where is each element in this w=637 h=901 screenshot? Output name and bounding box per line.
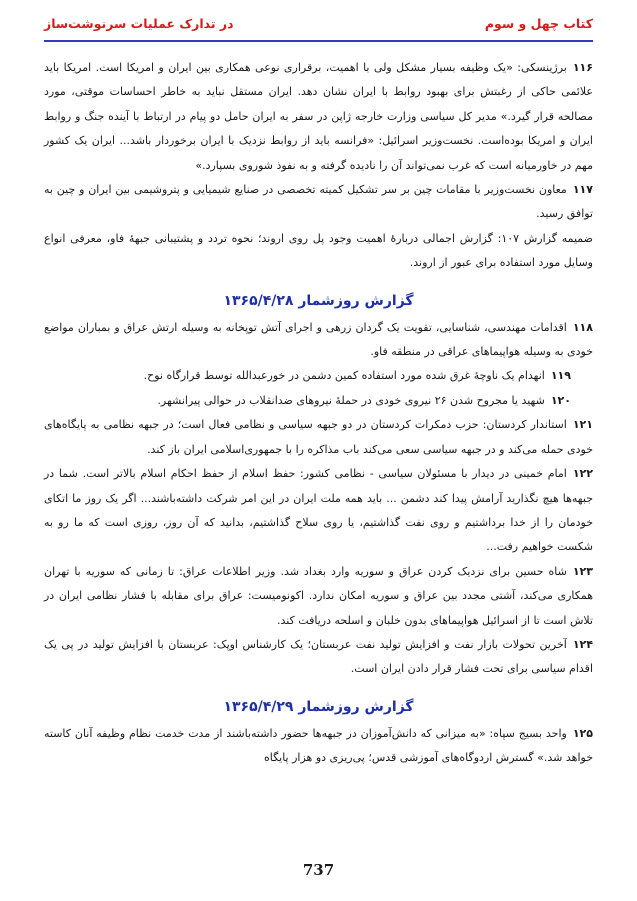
appendix-text: ضمیمه گزارش ۱۰۷: گزارش اجمالی دربارهٔ اهمیت وجود پل روی اروند؛ نحوه تردد و پشتیبانی جبههٔ فاو، معرفی انواع وسایل مورد استفاده برای عبور از اروند. [44, 231, 593, 270]
entry-text: برژینسکی: «یک وظیفه بسیار مشکل ولی با اهمیت، برقراری نوعی همکاری بین ایران و امریکا است. امریکا باید علائمی حاکی از رغبتش برای بهبود روابط با ایران نشان دهد. ایران مستقل نباید به خاطر احساسات موقتی، مورد مصالحه قرار گیرد.» مدیر کل سیاسی وزارت خارجه ژاپن در سفر به ایران حامل دو پیام در ارتباط با آینده جنگ و روابط ایران و امریکا بوده‌است. نخست‌وزیر اسرائیل: «فرانسه باید از روابط نزدیک با ایران برخوردار باشد... ایران یک کشور مهم در خاورمیانه است که غرب نمی‌تواند آن را نادیده گرفته و به نفوذ شوروی بسپارد.» [44, 61, 593, 172]
entry-text: انهدام یک ناوچهٔ غرق شده مورد استفاده کمین دشمن در خورعبدالله توسط قرارگاه نوح. [143, 369, 545, 383]
entry-text: امام خمینی در دیدار با مسئولان سیاسی - نظامی کشور: حفظ اسلام از حفظ احکام اسلام بالاتر است. شما در جبهه‌ها هیچ نگذارید آرامش پیدا کند دشمن ... باید همه ملت ایران در این امر شرکت داشته‌باشند... اگر یک روز ما اتکای خودمان را از خدا برداشتیم و روی نفت گذاشتیم، یا روی سلاح گذاشتیم، بدانید که آن روز، روزی است که ما رو به شکست خواهیم رفت... [44, 467, 593, 554]
entry-number: ۱۲۳ [572, 564, 593, 578]
chapter-title: در تدارک عملیات سرنوشت‌ساز [44, 16, 234, 31]
entry-125 [44, 722, 593, 771]
header-divider [44, 40, 593, 42]
page-content [44, 56, 593, 771]
entry-text: استاندار کردستان: حزب دمکرات کردستان در دو جبهه سیاسی و نظامی فعال است؛ در جبهه نظامی به پایگاه‌های خودی حمله می‌کند و در جبهه سیاسی سعی می‌کند باب مذاکره را با جمهوری‌اسلامی ایران باز کند. [44, 418, 593, 456]
entry-number: ۱۱۹ [550, 369, 571, 383]
entry-text: شاه حسین برای نزدیک کردن عراق و سوریه وارد بغداد شد. وزیر اطلاعات عراق: تا زمانی که سوریه با تهران همکاری می‌کند، آشتی مجدد بین عراق و سوریه امکان ندارد. اکونومیست: عراق برای مقابله با فشار نظامی ایران در تلاش است تا از اسرائیل هواپیماهای بدون خلبان و اسلحه دریافت کند. [44, 564, 593, 627]
entry-117 [44, 178, 593, 227]
entry-number: ۱۲۲ [572, 467, 593, 481]
section-heading-1365-4-29: گزارش روزشمار ۱۳۶۵/۴/۲۹ [223, 698, 414, 715]
entry-number: ۱۲۰ [550, 393, 571, 407]
entry-text: آخرین تحولات بازار نفت و افزایش تولید نفت عربستان؛ یک کارشناس اوپک: عربستان با افزایش تولید در پی یک اقدام سیاسی برای تحت فشار قرار دادن ایران است. [44, 637, 593, 676]
entry-121 [44, 413, 593, 462]
entry-116 [44, 56, 593, 178]
entry-text: معاون نخست‌وزیر با مقامات چین بر سر تشکیل کمیته تخصصی در صنایع شیمیایی و پتروشیمی بین ایران و چین به توافق رسید. [44, 183, 593, 221]
entry-119 [44, 364, 593, 388]
book-title: کتاب چهل و سوم [484, 16, 593, 31]
entry-number: ۱۱۶ [572, 61, 593, 74]
entry-number: ۱۲۵ [572, 726, 593, 740]
entry-123 [44, 560, 593, 633]
entry-number: ۱۲۴ [572, 637, 593, 651]
entry-122 [44, 462, 593, 560]
entry-text: اقدامات مهندسی، شناسایی، تقویت یک گردان زرهی و اجرای آتش توپخانه به وسیله ارتش عراق و بمباران مواضع خودی به وسیله هواپیماهای عراقی در منطقه فاو. [44, 320, 593, 359]
entry-number: ۱۲۱ [572, 418, 593, 432]
page-number: 737 [302, 861, 335, 879]
section-heading-1365-4-28: گزارش روزشمار ۱۳۶۵/۴/۲۸ [223, 292, 414, 309]
page-header [44, 16, 593, 38]
entry-124 [44, 633, 593, 682]
entry-number: ۱۱۸ [572, 320, 593, 334]
entry-number: ۱۱۷ [572, 183, 593, 197]
entry-text: شهید یا مجروح شدن ۲۶ نیروی خودی در حملهٔ نیروهای ضدانقلاب در حوالی پیرانشهر. [157, 393, 545, 407]
appendix-note [44, 227, 593, 276]
entry-text: واحد بسیج سپاه: «به میزانی که دانش‌آموزان در جبهه‌ها حضور داشته‌باشند از مدت خدمت نظام وظیفه آنان کاسته خواهد شد.» گسترش اردوگاه‌های آموزشی قدس؛ پی‌ریزی دو هزار پایگاه [44, 726, 593, 765]
entry-120 [44, 389, 593, 413]
entry-118 [44, 316, 593, 365]
